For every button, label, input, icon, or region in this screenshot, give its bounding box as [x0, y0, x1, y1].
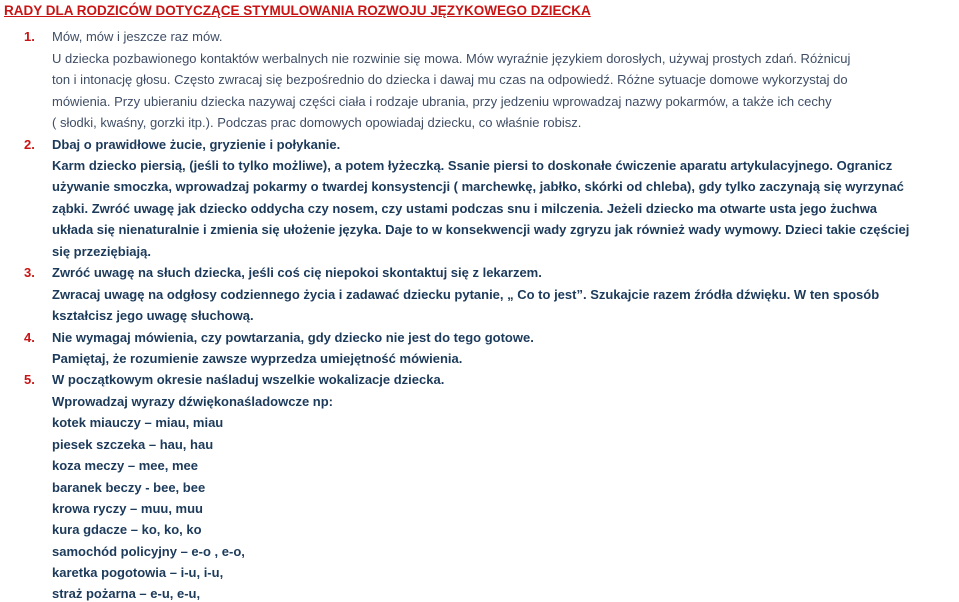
list-item: kotek miauczy – miau, miau	[52, 415, 224, 430]
section-heading: Mów, mów i jeszcze raz mów.	[52, 29, 223, 44]
section-number: 1.	[24, 29, 35, 44]
list-item: baranek beczy - bee, bee	[52, 480, 206, 495]
section-heading: Nie wymagaj mówienia, czy powtarzania, gdy dziecko nie jest do tego gotowe.	[52, 330, 534, 345]
section-number: 2.	[24, 137, 35, 152]
list-item: koza meczy – mee, mee	[52, 458, 198, 473]
section-heading: W początkowym okresie naśladuj wszelkie wokalizacje dziecka.	[52, 372, 445, 387]
paragraph-line: ( słodki, kwaśny, gorzki itp.). Podczas prac domowych opowiadaj dziecku, co właśnie robisz.	[52, 115, 582, 130]
list-item: samochód policyjny – e-o , e-o,	[52, 544, 245, 559]
section-heading: Dbaj o prawidłowe żucie, gryzienie i połykanie.	[52, 137, 341, 152]
paragraph-line: kształcisz jego uwagę słuchową.	[52, 308, 254, 323]
section-number: 4.	[24, 330, 35, 345]
paragraph-line: Zwracaj uwagę na odgłosy codziennego życia i zadawać dziecku pytanie, „ Co to jest”. Szukajcie razem źródła dźwięku. W ten sposób	[52, 287, 880, 302]
list-item: kura gdacze – ko, ko, ko	[52, 522, 202, 537]
paragraph-line: ząbki. Zwróć uwagę jak dziecko oddycha czy nosem, czy ustami podczas snu i milczenia. Jeżeli dziecko ma otwarte usta jego żuchwa	[52, 201, 878, 216]
paragraph-line: Karm dziecko piersią, (jeśli to tylko możliwe), a potem łyżeczką. Ssanie piersi to doskonałe ćwiczenie aparatu artykulacyjnego. Ogranicz	[52, 158, 893, 173]
list-item: straż pożarna – e-u, e-u,	[52, 586, 201, 601]
paragraph-line: używanie smoczka, wprowadzaj pokarmy o twardej konsystencji ( marchewkę, jabłko, skórki od chleba), gdy tylko zaczynają się wyrzynać	[52, 179, 904, 194]
list-item: karetka pogotowia – i-u, i-u,	[52, 565, 224, 580]
section-heading: Zwróć uwagę na słuch dziecka, jeśli coś cię niepokoi skontaktuj się z lekarzem.	[52, 265, 542, 280]
document-title: RADY DLA RODZICÓW DOTYCZĄCE STYMULOWANIA ROZWOJU JĘZYKOWEGO DZIECKA	[4, 3, 591, 18]
paragraph-line: mówienia. Przy ubieraniu dziecka nazywaj części ciała i rodzaje ubrania, przy jedzeniu wprowadzaj nazwy pokarmów, a także ich cechy	[52, 94, 832, 109]
section-number: 5.	[24, 372, 35, 387]
paragraph-line: ton i intonację głosu. Często zwracaj się bezpośrednio do dziecka i dawaj mu czas na odpowiedź. Różne sytuacje domowe wykorzystaj do	[52, 72, 848, 87]
paragraph-line: się przeziębiają.	[52, 244, 151, 259]
paragraph-line: układa się nienaturalnie i zmienia się ułożenie języka. Daje to w konsekwencji wady zgryzu jak również wady wymowy. Dzieci takie częściej	[52, 222, 910, 237]
list-item: krowa ryczy – muu, muu	[52, 501, 203, 516]
paragraph-line: Pamiętaj, że rozumienie zawsze wyprzedza umiejętność mówienia.	[52, 351, 463, 366]
list-item: piesek szczeka – hau, hau	[52, 437, 214, 452]
paragraph-line: U dziecka pozbawionego kontaktów werbalnych nie rozwinie się mowa. Mów wyraźnie językiem dorosłych, używaj prostych zdań. Różnicuj	[52, 51, 851, 66]
paragraph-line: Wprowadzaj wyrazy dźwiękonaśladowcze np:	[52, 394, 334, 409]
section-number: 3.	[24, 265, 35, 280]
